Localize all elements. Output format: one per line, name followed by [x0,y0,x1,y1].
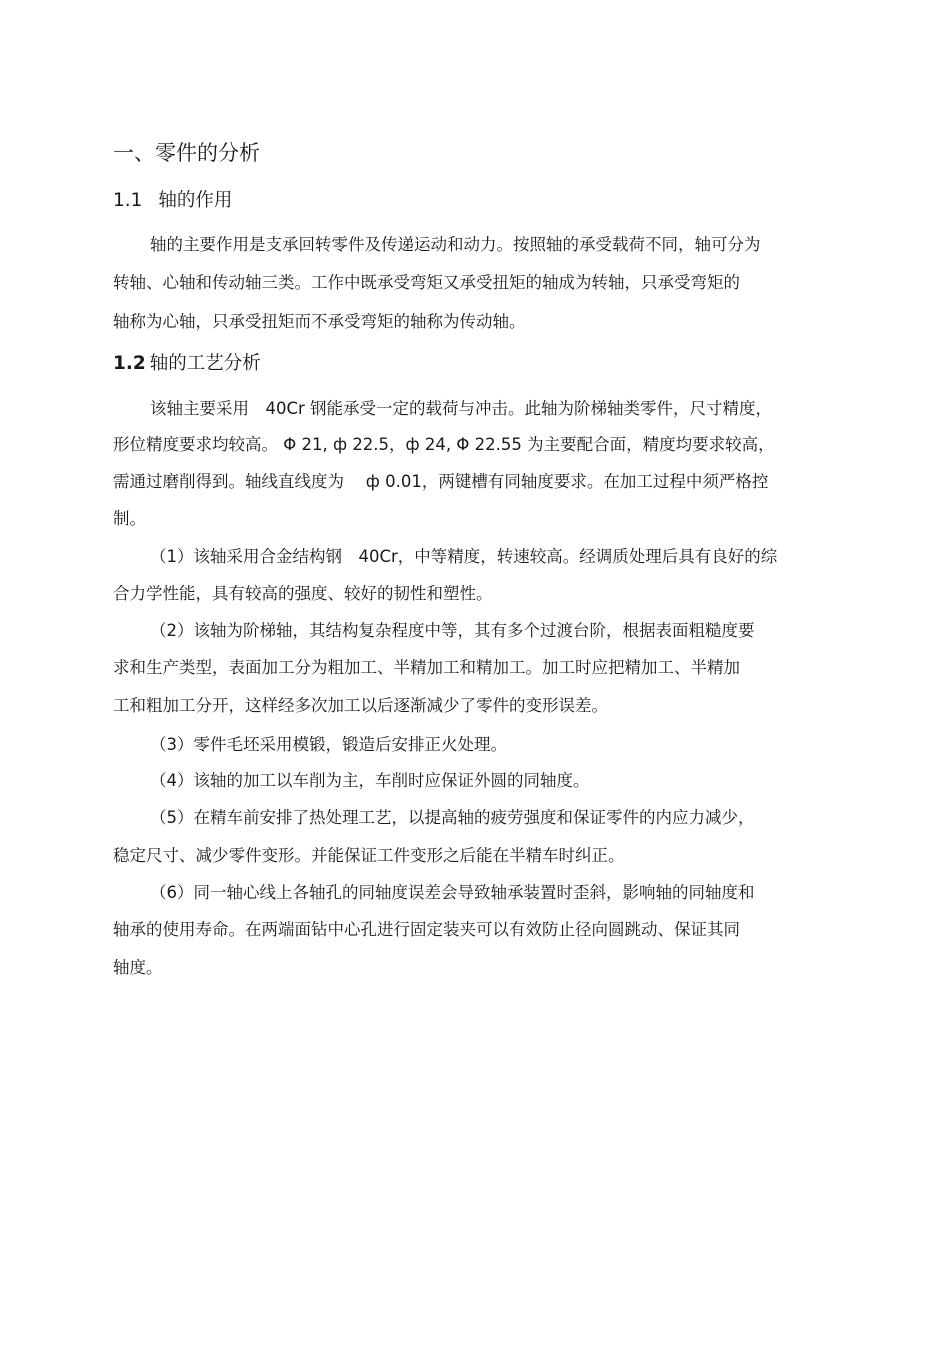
item-5-line-1: （5）在精车前安排了热处理工艺，以提高轴的疲劳强度和保证零件的内应力减少， [150,808,755,827]
item-5-line-2: 稳定尺寸、减少零件变形。并能保证工件变形之后能在半精车时纠正。 [113,846,625,865]
heading-1-2 [113,351,261,377]
item-1-line-2: 合力学性能，具有较高的强度、较好的韧性和塑性。 [113,584,493,603]
item-6-line-3: 轴度。 [113,958,163,977]
heading-1-1-number: 1.1 [113,190,143,211]
item-3-line-1: （3）零件毛坯采用模锻，锻造后安排正火处理。 [150,735,507,754]
s12-intro-line-3: 需通过磨削得到。轴线直线度为 ф 0.01，两键槽有同轴度要求。在加工过程中须严格控 [113,472,769,491]
heading-1-2-number: 1.2 [113,353,146,374]
item-1-line-1: （1）该轴采用合金结构钢 40Cr，中等精度，转速较高。经调质处理后具有良好的综 [150,547,778,566]
item-2-line-1: （2）该轴为阶梯轴，其结构复杂程度中等，其有多个过渡台阶，根据表面粗糙度要 [150,621,755,640]
item-2-line-2: 求和生产类型，表面加工分为粗加工、半精加工和精加工。加工时应把精加工、半精加 [113,658,740,677]
s12-intro-line-1: 该轴主要采用 40Cr 钢能承受一定的载荷与冲击。此轴为阶梯轴类零件，尺寸精度， [150,399,773,418]
section-title: 一、零件的分析 [113,141,260,165]
item-6-line-1: （6）同一轴心线上各轴孔的同轴度误差会导致轴承装置时歪斜，影响轴的同轴度和 [150,883,755,902]
s11-line-1: 轴的主要作用是支承回转零件及传递运动和动力。按照轴的承受载荷不同，轴可分为 [150,235,761,254]
item-2-line-3: 工和粗加工分开，这样经多次加工以后逐渐减少了零件的变形误差。 [113,696,608,715]
s12-intro-line-4: 制。 [113,509,146,528]
item-4-line-1: （4）该轴的加工以车削为主，车削时应保证外圆的同轴度。 [150,771,590,790]
heading-1-2-title: 轴的工艺分析 [149,353,261,374]
s11-line-2: 转轴、心轴和传动轴三类。工作中既承受弯矩又承受扭矩的轴成为转轴，只承受弯矩的 [113,273,740,292]
item-6-line-2: 轴承的使用寿命。在两端面钻中心孔进行固定装夹可以有效防止径向圆跳动、保证其同 [113,920,740,939]
s11-line-3: 轴称为心轴，只承受扭矩而不承受弯矩的轴称为传动轴。 [113,312,526,331]
heading-1-1-title: 轴的作用 [158,190,233,211]
heading-1-1 [113,188,232,214]
s12-intro-line-2: 形位精度要求均较高。 Φ 21, ф 22.5，ф 24, Φ 22.55 为主要配合面，精度均要求较高， [113,435,775,454]
